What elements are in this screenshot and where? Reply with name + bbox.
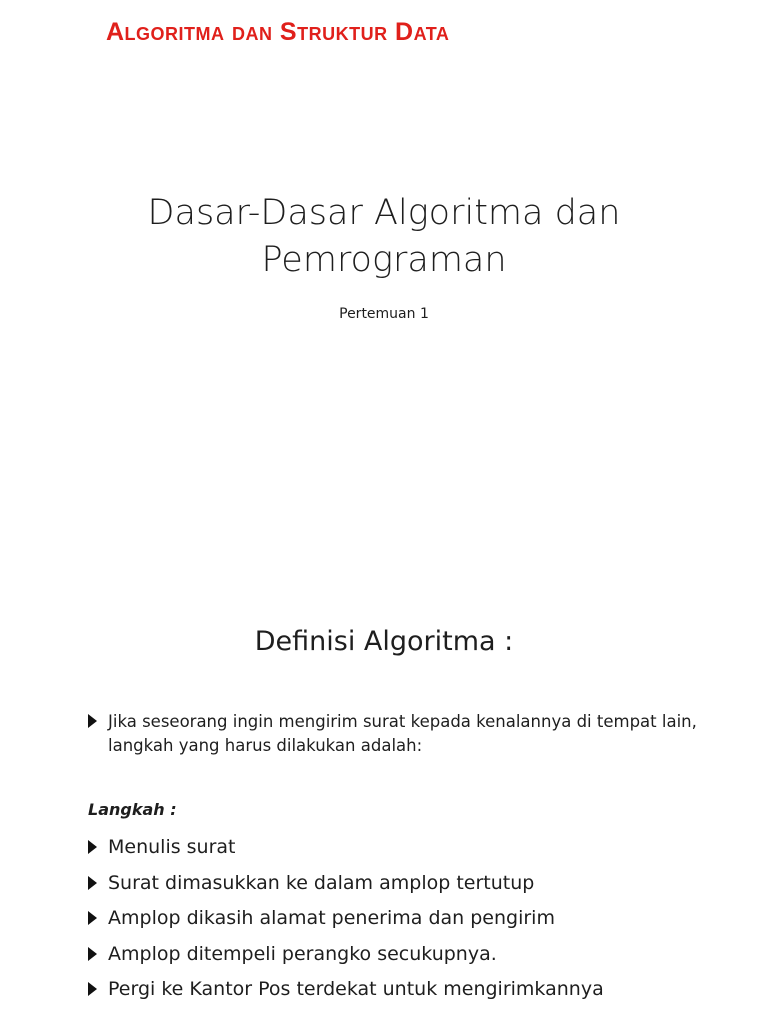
slide-subtitle: Pertemuan 1 <box>339 306 429 322</box>
triangle-right-icon <box>88 876 97 890</box>
triangle-right-icon <box>88 714 97 728</box>
steps-label: Langkah : <box>88 800 177 819</box>
intro-bullet <box>88 710 758 758</box>
step-text: Pergi ke Kantor Pos terdekat untuk mengirimkannya <box>108 978 604 1000</box>
steps-list <box>88 830 758 1008</box>
intro-paragraph <box>88 710 758 758</box>
intro-text: Jika seseorang ingin mengirim surat kepada kenalannya di tempat lain, langkah yang harus dilakukan adalah: <box>108 712 697 755</box>
slide-title <box>0 190 768 284</box>
course-title: Algoritma dan Struktur Data <box>106 18 450 46</box>
step-text: Amplop dikasih alamat penerima dan pengirim <box>108 907 555 929</box>
step-text: Surat dimasukkan ke dalam amplop tertutup <box>108 871 535 894</box>
list-item <box>88 830 758 866</box>
triangle-right-icon <box>88 911 97 925</box>
list-item <box>88 866 758 902</box>
list-item <box>88 972 758 1008</box>
definition-title: Definisi Algoritma : <box>254 626 514 657</box>
step-text: Menulis surat <box>108 836 236 858</box>
slide-title-line-2: Pemrograman <box>261 240 507 280</box>
triangle-right-icon <box>88 840 97 854</box>
slide-title-line-1: Dasar-Dasar Algoritma dan <box>147 193 621 233</box>
step-text: Amplop ditempeli perangko secukupnya. <box>108 942 497 965</box>
list-item <box>88 937 758 973</box>
list-item <box>88 901 758 937</box>
triangle-right-icon <box>88 947 97 961</box>
triangle-right-icon <box>88 982 97 996</box>
